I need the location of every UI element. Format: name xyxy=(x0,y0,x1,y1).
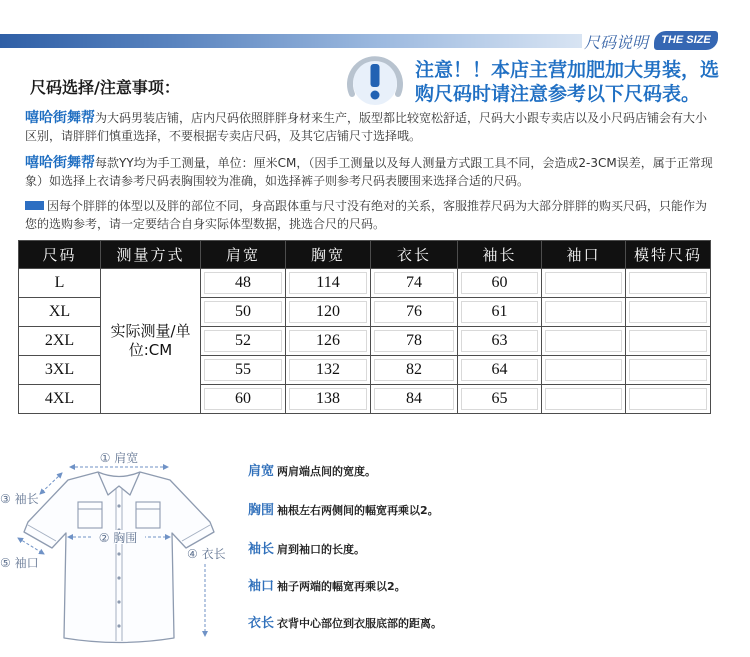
chest-cell: 132 xyxy=(286,356,371,385)
definition-term: 袖长 xyxy=(248,542,275,557)
definition-term: 胸围 xyxy=(248,503,275,518)
shoulder-cell: 55 xyxy=(201,356,286,385)
model-cell xyxy=(626,327,711,356)
size-cell: 4XL xyxy=(19,385,101,414)
definition-row xyxy=(248,460,377,479)
definition-term: 袖口 xyxy=(248,579,275,594)
size-cell: L xyxy=(19,269,101,298)
model-cell xyxy=(626,298,711,327)
length-cell: 82 xyxy=(371,356,458,385)
column-header-length: 衣长 xyxy=(371,241,458,269)
chest-cell: 126 xyxy=(286,327,371,356)
definition-desc: 两肩端点间的宽度。 xyxy=(277,465,377,478)
measurement-method-cell: 实际测量/单位:CM xyxy=(101,269,201,414)
definition-desc: 肩到袖口的长度。 xyxy=(277,543,366,556)
brand-name: 嘻哈街舞帮 xyxy=(25,110,95,126)
chest-measure-label: ② 胸围 xyxy=(98,531,138,545)
intro-paragraph xyxy=(25,107,715,145)
page-title: 尺码选择/注意事项： xyxy=(30,78,180,97)
definition-row xyxy=(248,499,439,518)
cuff-cell xyxy=(542,298,626,327)
chest-cell: 114 xyxy=(286,269,371,298)
sleeve-cell: 63 xyxy=(458,327,542,356)
length-cell: 84 xyxy=(371,385,458,414)
chest-cell: 138 xyxy=(286,385,371,414)
definition-desc: 衣背中心部位到衣服底部的距离。 xyxy=(277,617,443,630)
sleeve-measure-label: ③ 袖长 xyxy=(0,492,39,506)
size-table-head xyxy=(19,241,711,269)
column-header-cuff: 袖口 xyxy=(542,241,626,269)
cuff-cell xyxy=(542,356,626,385)
column-header-method: 测量方式 xyxy=(101,241,201,269)
size-cell: XL xyxy=(19,298,101,327)
model-cell xyxy=(626,385,711,414)
column-header-model: 模特尺码 xyxy=(626,241,711,269)
alert-message xyxy=(415,58,719,106)
shirt-outline xyxy=(24,472,214,643)
shoulder-measure-label: ① 肩宽 xyxy=(99,451,139,465)
alert-line: 注意！！本店主营加肥加大男装，选 xyxy=(415,59,720,81)
model-cell xyxy=(626,356,711,385)
exclamation-dot xyxy=(371,91,380,100)
column-header-shoulder: 肩宽 xyxy=(201,241,286,269)
banner-title-cn: 尺码说明 xyxy=(584,33,649,52)
intro-paragraph xyxy=(25,152,715,190)
sleeve-cell: 60 xyxy=(458,269,542,298)
definition-desc: 袖子两端的幅宽再乘以2。 xyxy=(277,580,406,593)
sleeve-cell: 65 xyxy=(458,385,542,414)
definition-row xyxy=(248,612,443,631)
paragraph-text: 为大码男装店铺，店内尺码依照胖胖身材来生产，版型都比较宽松舒适，尺码大小跟专卖店以及小尺码店铺会有大小区别，请胖胖们慎重选择，不要根据专卖店尺码，及其它店铺尺寸选择哦。 xyxy=(25,111,708,143)
cuff-cell xyxy=(542,385,626,414)
length-measure-label: ④ 衣长 xyxy=(187,547,226,561)
size-row xyxy=(19,269,711,298)
chest-cell: 120 xyxy=(286,298,371,327)
sleeve-cell: 61 xyxy=(458,298,542,327)
shoulder-cell: 60 xyxy=(201,385,286,414)
size-table-header-row xyxy=(19,241,711,269)
shirt-button xyxy=(117,600,120,603)
definition-row xyxy=(248,538,366,557)
cuff-measure-label: ⑤ 袖口 xyxy=(0,556,39,570)
column-header-chest: 胸宽 xyxy=(286,241,371,269)
shoulder-cell: 48 xyxy=(201,269,286,298)
size-cell: 3XL xyxy=(19,356,101,385)
size-table-body xyxy=(19,269,711,414)
exclamation-bar xyxy=(371,64,380,87)
intro-paragraph xyxy=(25,197,715,233)
intro-text xyxy=(25,107,715,240)
shoulder-cell: 52 xyxy=(201,327,286,356)
paragraph-text: 每款YY均为手工测量，单位：厘米CM，（因手工测量以及每人测量方式跟工具不同，会造成2-3CM误差，属于正常现象）如选择上衣请参考尺码表胸围较为准确，如选择裤子则参考尺码表腰围来选择合适的尺码。 xyxy=(25,156,713,188)
exclamation-icon xyxy=(343,52,407,114)
model-cell xyxy=(626,269,711,298)
definition-row xyxy=(248,575,406,594)
shirt-button xyxy=(117,504,120,507)
sleeve-cell: 64 xyxy=(458,356,542,385)
cuff-cell xyxy=(542,269,626,298)
definition-desc: 袖根左右两侧间的幅宽再乘以2。 xyxy=(277,504,439,517)
definition-term: 肩宽 xyxy=(248,464,275,479)
length-cell: 76 xyxy=(371,298,458,327)
size-table xyxy=(18,240,711,414)
shirt-diagram xyxy=(0,440,240,652)
length-cell: 74 xyxy=(371,269,458,298)
column-header-sleeve: 袖长 xyxy=(458,241,542,269)
shirt-button xyxy=(117,552,120,555)
paragraph-text: 因每个胖胖的体型以及胖的部位不同，身高跟体重与尺寸没有绝对的关系，客服推荐尺码为大部分胖胖的购买尺码，只能作为您的选购参考，请一定要结合自身实际体型数据，挑选合尺的尺码。 xyxy=(25,199,708,231)
length-cell: 78 xyxy=(371,327,458,356)
banner-title-en-badge: THE SIZE xyxy=(654,31,718,50)
column-header-size: 尺码 xyxy=(19,241,101,269)
size-cell: 2XL xyxy=(19,327,101,356)
alert-line: 购尺码时请注意参考以下尺码表。 xyxy=(415,83,701,105)
shirt-button xyxy=(117,624,120,627)
brand-name: 嘻哈街舞帮 xyxy=(25,155,95,171)
shirt-button xyxy=(117,576,120,579)
shoulder-cell: 50 xyxy=(201,298,286,327)
blue-bar-bullet-icon xyxy=(25,201,44,210)
cuff-cell xyxy=(542,327,626,356)
definition-term: 衣长 xyxy=(248,616,275,631)
banner-bar xyxy=(0,34,582,48)
